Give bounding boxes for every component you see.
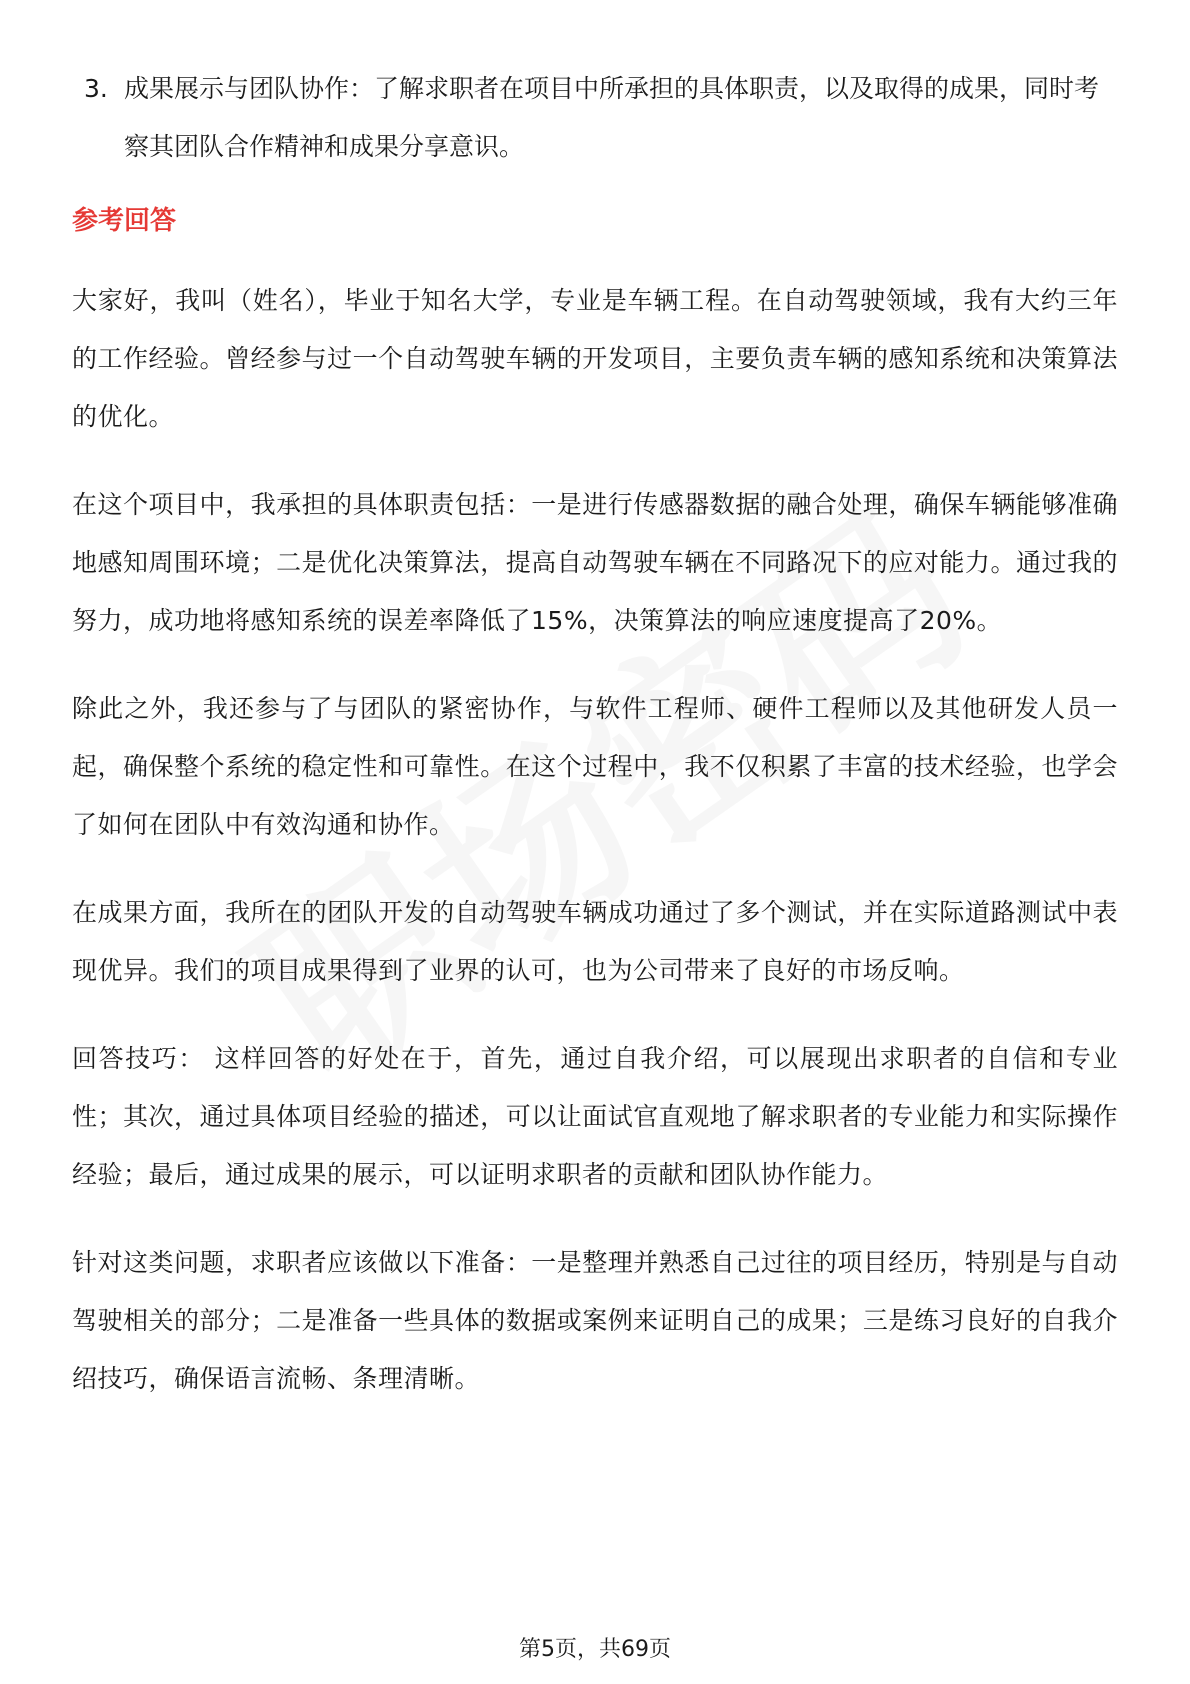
paragraph-collaboration: 除此之外，我还参与了与团队的紧密协作，与软件工程师、硬件工程师以及其他研发人员一起，确保整个系统的稳定性和可靠性。在这个过程中，我不仅积累了丰富的技术经验，也学会了如何在团队中有效沟通和协作。 xyxy=(72,694,1118,839)
page-number-footer: 第5页，共69页 xyxy=(519,1637,671,1662)
paragraph-responsibilities: 在这个项目中，我承担的具体职责包括：一是进行传感器数据的融合处理，确保车辆能够准确地感知周围环境；二是优化决策算法，提高自动驾驶车辆在不同路况下的应对能力。通过我的努力，成功地将感知系统的误差率降低了15%，决策算法的响应速度提高了20%。 xyxy=(72,490,1118,635)
paragraph-intro: 大家好，我叫（姓名），毕业于知名大学，专业是车辆工程。在自动驾驶领域，我有大约三年的工作经验。曾经参与过一个自动驾驶车辆的开发项目，主要负责车辆的感知系统和决策算法的优化。 xyxy=(72,286,1118,431)
section-title-reference-answer: 参考回答 xyxy=(72,206,177,236)
list-item-number: 3. xyxy=(84,74,108,103)
list-item-text: 成果展示与团队协作：了解求职者在项目中所承担的具体职责，以及取得的成果，同时考察其团队合作精神和成果分享意识。 xyxy=(124,74,1100,161)
paragraph-results: 在成果方面，我所在的团队开发的自动驾驶车辆成功通过了多个测试，并在实际道路测试中表现优异。我们的项目成果得到了业界的认可，也为公司带来了良好的市场反响。 xyxy=(72,898,1118,985)
page-content xyxy=(72,60,1118,1438)
paragraph-answer-tips: 回答技巧： 这样回答的好处在于，首先，通过自我介绍，可以展现出求职者的自信和专业性；其次，通过具体项目经验的描述，可以让面试官直观地了解求职者的专业能力和实际操作经验；最后，通过成果的展示，可以证明求职者的贡献和团队协作能力。 xyxy=(72,1044,1118,1189)
paragraph-preparation: 针对这类问题，求职者应该做以下准备：一是整理并熟悉自己过往的项目经历，特别是与自动驾驶相关的部分；二是准备一些具体的数据或案例来证明自己的成果；三是练习良好的自我介绍技巧，确保语言流畅、条理清晰。 xyxy=(72,1248,1118,1393)
list-item-3 xyxy=(72,60,1118,176)
